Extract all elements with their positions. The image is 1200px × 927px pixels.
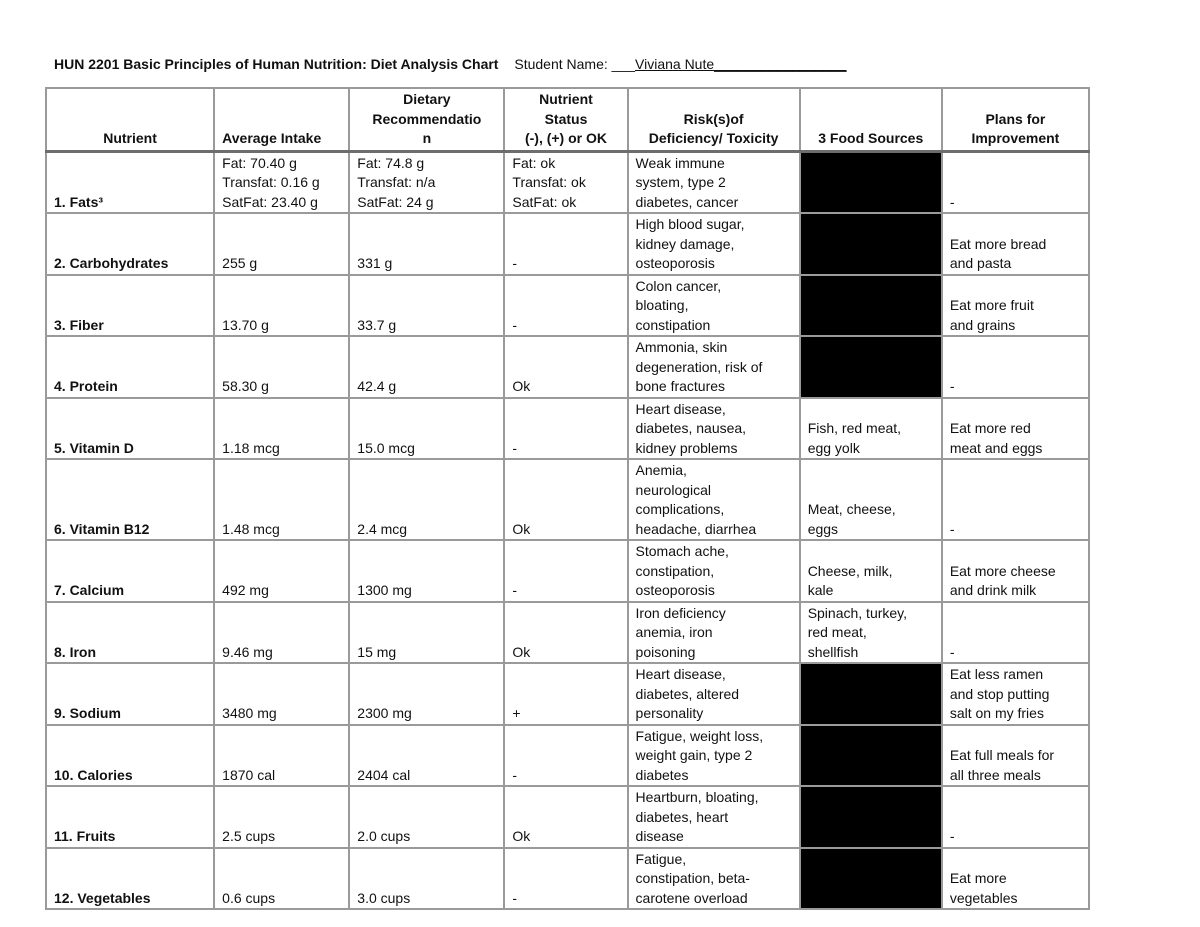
- cell-text-line: Colon cancer,: [635, 277, 722, 294]
- table-row: [46, 151, 1089, 213]
- cell-text-line: Anemia,: [635, 462, 687, 478]
- cell-text-line: headache, diarrhea: [635, 520, 757, 537]
- dietary-recommendation-cell: [349, 848, 504, 910]
- cell-text-line: Fat: 70.40 g: [222, 154, 297, 171]
- column-header-line: Recommendatio: [372, 110, 482, 127]
- plans-cell: [942, 459, 1089, 540]
- cell-text-line: -: [512, 889, 518, 906]
- risks-cell: [628, 540, 800, 602]
- cell-text-line: diabetes, altered: [635, 685, 740, 702]
- plans-cell: [942, 398, 1089, 460]
- table-row: [46, 213, 1089, 275]
- cell-text-line: +: [512, 705, 521, 721]
- table-row: [46, 459, 1089, 540]
- column-header-line: Status: [544, 110, 588, 127]
- cell-text-line: weight gain, type 2: [635, 747, 753, 763]
- column-header-plans: [942, 88, 1089, 151]
- plans-cell: [942, 275, 1089, 337]
- risks-cell: [628, 848, 800, 910]
- table-row: [46, 336, 1089, 398]
- cell-text-line: Heart disease,: [635, 666, 726, 682]
- cell-text-line: Ok: [512, 643, 531, 660]
- cell-text-line: and drink milk: [949, 582, 1037, 598]
- average-intake-cell: [214, 725, 349, 787]
- table-row: [46, 848, 1089, 910]
- cell-text-line: bone fractures: [635, 378, 726, 394]
- nutrient-status-cell: [504, 459, 627, 540]
- cell-text-line: and pasta: [949, 255, 1012, 271]
- cell-text-line: osteoporosis: [635, 582, 715, 598]
- cell-text-line: Transfat: n/a: [357, 174, 436, 190]
- redacted-food-sources-cell: [800, 663, 942, 725]
- risks-cell: [628, 602, 800, 664]
- nutrient-status-cell: [504, 151, 627, 213]
- risks-cell: [628, 213, 800, 275]
- dietary-recommendation-cell: [349, 275, 504, 337]
- cell-text-line: kidney damage,: [635, 235, 735, 252]
- cell-text-line: Eat more cheese: [949, 562, 1056, 579]
- student-name: Viviana Nute_________________: [635, 56, 847, 72]
- average-intake-cell: [214, 602, 349, 664]
- risks-cell: [628, 725, 800, 787]
- column-header-nutrient: [46, 88, 214, 151]
- column-header-line: Dietary: [403, 91, 451, 107]
- column-header-line: Nutrient: [103, 130, 157, 146]
- cell-text-line: Fish, red meat,: [807, 420, 902, 436]
- cell-text-line: Ok: [512, 520, 531, 537]
- cell-text-line: constipation: [635, 316, 711, 333]
- cell-text-line: 0.6 cups: [222, 889, 276, 906]
- cell-text-line: vegetables: [949, 889, 1018, 906]
- table-header-row: [46, 88, 1089, 151]
- cell-text-line: Ammonia, skin: [635, 339, 728, 355]
- cell-text-line: -: [512, 582, 518, 598]
- nutrient-status-cell: [504, 213, 627, 275]
- nutrient-name-cell: 12. Vegetables: [46, 848, 214, 910]
- cell-text-line: all three meals: [949, 766, 1041, 783]
- cell-text-line: 42.4 g: [357, 378, 397, 394]
- cell-text-line: Fatigue, weight loss,: [635, 727, 764, 744]
- cell-text-line: Fat: ok: [512, 154, 556, 171]
- cell-text-line: 1870 cal: [222, 766, 276, 783]
- cell-text-line: 1.18 mcg: [222, 439, 280, 456]
- cell-text-line: 33.7 g: [357, 316, 397, 333]
- cell-text-line: 492 mg: [222, 582, 269, 598]
- dietary-recommendation-cell: [349, 398, 504, 460]
- dietary-recommendation-cell: [349, 213, 504, 275]
- dietary-recommendation-cell: [349, 459, 504, 540]
- plans-cell: [942, 602, 1089, 664]
- column-header-line: Risk(s)of: [683, 110, 744, 127]
- cell-text-line: Ok: [512, 378, 531, 394]
- cell-text-line: diabetes, nausea,: [635, 420, 747, 436]
- redacted-food-sources-cell: [800, 725, 942, 787]
- column-header-average-intake: [214, 88, 349, 151]
- cell-text-line: Eat full meals for: [949, 747, 1055, 763]
- nutrient-name-cell: 6. Vitamin B12: [46, 459, 214, 540]
- cell-text-line: SatFat: ok: [512, 193, 577, 210]
- cell-text-line: Cheese, milk,: [807, 562, 893, 579]
- cell-text-line: constipation,: [635, 562, 715, 579]
- cell-text-line: High blood sugar,: [635, 216, 745, 232]
- average-intake-cell: [214, 786, 349, 848]
- plans-cell: [942, 663, 1089, 725]
- cell-text-line: 15.0 mcg: [357, 439, 415, 456]
- average-intake-cell: [214, 151, 349, 213]
- column-header-line: Nutrient: [539, 91, 593, 107]
- plans-cell: [942, 540, 1089, 602]
- nutrient-status-cell: [504, 336, 627, 398]
- cell-text-line: personality: [635, 705, 704, 721]
- cell-text-line: 2404 cal: [357, 766, 411, 783]
- risks-cell: [628, 151, 800, 213]
- cell-text-line: system, type 2: [635, 174, 726, 190]
- risks-cell: [628, 663, 800, 725]
- cell-text-line: kale: [807, 582, 834, 598]
- risks-cell: [628, 336, 800, 398]
- plans-cell: [942, 336, 1089, 398]
- column-header-dietary-recommendation: [349, 88, 504, 151]
- cell-text-line: Spinach, turkey,: [807, 604, 908, 621]
- nutrient-name-cell: 1. Fats³: [46, 151, 214, 213]
- cell-text-line: 9.46 mg: [222, 643, 273, 660]
- diet-analysis-table: [45, 87, 1090, 910]
- cell-text-line: Eat more fruit: [949, 297, 1034, 313]
- cell-text-line: 2.5 cups: [222, 828, 276, 844]
- cell-text-line: Heart disease,: [635, 400, 726, 417]
- food-sources-cell: [800, 540, 942, 602]
- cell-text-line: shellfish: [807, 643, 859, 660]
- risks-cell: [628, 786, 800, 848]
- cell-text-line: meat and eggs: [949, 439, 1043, 456]
- cell-text-line: -: [512, 316, 518, 333]
- nutrient-name-cell: 7. Calcium: [46, 540, 214, 602]
- dietary-recommendation-cell: [349, 151, 504, 213]
- cell-text-line: anemia, iron: [635, 624, 713, 640]
- nutrient-status-cell: [504, 786, 627, 848]
- nutrient-status-cell: [504, 540, 627, 602]
- table-row: [46, 786, 1089, 848]
- cell-text-line: Eat more: [949, 870, 1007, 886]
- average-intake-cell: [214, 663, 349, 725]
- cell-text-line: 2.4 mcg: [357, 520, 408, 537]
- cell-text-line: 13.70 g: [222, 316, 269, 333]
- cell-text-line: Eat more red: [949, 420, 1031, 436]
- cell-text-line: SatFat: 23.40 g: [222, 193, 318, 210]
- student-name-label: Student Name: ___: [514, 56, 636, 72]
- cell-text-line: neurological: [635, 481, 712, 498]
- cell-text-line: Meat, cheese,: [807, 501, 896, 517]
- cell-text-line: -: [949, 378, 955, 394]
- cell-text-line: -: [512, 766, 518, 783]
- cell-text-line: Transfat: 0.16 g: [222, 174, 320, 190]
- nutrient-name-cell: 3. Fiber: [46, 275, 214, 337]
- redacted-food-sources-cell: [800, 151, 942, 213]
- food-sources-cell: [800, 602, 942, 664]
- nutrient-status-cell: [504, 275, 627, 337]
- risks-cell: [628, 459, 800, 540]
- column-header-nutrient-status: [504, 88, 627, 151]
- cell-text-line: kidney problems: [635, 439, 738, 456]
- redacted-food-sources-cell: [800, 786, 942, 848]
- average-intake-cell: [214, 398, 349, 460]
- food-sources-cell: [800, 398, 942, 460]
- cell-text-line: 1300 mg: [357, 582, 412, 598]
- column-header-line: n: [422, 130, 432, 146]
- cell-text-line: disease: [635, 828, 684, 844]
- nutrient-status-cell: [504, 848, 627, 910]
- average-intake-cell: [214, 213, 349, 275]
- cell-text-line: red meat,: [807, 624, 867, 640]
- course-title: HUN 2201 Basic Principles of Human Nutrition: Diet Analysis Chart: [54, 56, 499, 72]
- average-intake-cell: [214, 540, 349, 602]
- nutrient-status-cell: [504, 725, 627, 787]
- cell-text-line: Eat more bread: [949, 235, 1047, 252]
- cell-text-line: -: [949, 520, 955, 537]
- nutrient-name-cell: 9. Sodium: [46, 663, 214, 725]
- cell-text-line: -: [512, 255, 518, 271]
- column-header-risks: [628, 88, 800, 151]
- cell-text-line: carotene overload: [635, 889, 748, 906]
- nutrient-name-cell: 8. Iron: [46, 602, 214, 664]
- nutrient-status-cell: [504, 663, 627, 725]
- table-row: [46, 398, 1089, 460]
- plans-cell: [942, 848, 1089, 910]
- column-header-line: Deficiency/ Toxicity: [648, 130, 779, 146]
- cell-text-line: constipation, beta-: [635, 870, 750, 886]
- cell-text-line: 2.0 cups: [357, 828, 411, 844]
- table-row: [46, 663, 1089, 725]
- plans-cell: [942, 786, 1089, 848]
- column-header-line: Improvement: [971, 130, 1060, 146]
- table-row: [46, 275, 1089, 337]
- nutrient-name-cell: 4. Protein: [46, 336, 214, 398]
- cell-text-line: complications,: [635, 501, 725, 517]
- column-header-line: 3 Food Sources: [818, 130, 924, 146]
- cell-text-line: Fatigue,: [635, 850, 687, 867]
- nutrient-status-cell: [504, 602, 627, 664]
- average-intake-cell: [214, 275, 349, 337]
- cell-text-line: 1.48 mcg: [222, 520, 280, 537]
- cell-text-line: and stop putting: [949, 685, 1050, 702]
- cell-text-line: 15 mg: [357, 643, 397, 660]
- cell-text-line: Stomach ache,: [635, 543, 729, 559]
- cell-text-line: Transfat: ok: [512, 174, 586, 190]
- dietary-recommendation-cell: [349, 786, 504, 848]
- dietary-recommendation-cell: [349, 540, 504, 602]
- cell-text-line: Heartburn, bloating,: [635, 789, 759, 805]
- cell-text-line: -: [949, 193, 955, 210]
- column-header-line: Plans for: [985, 110, 1046, 127]
- cell-text-line: Weak immune: [635, 154, 725, 171]
- risks-cell: [628, 275, 800, 337]
- cell-text-line: 255 g: [222, 255, 258, 271]
- table-row: [46, 725, 1089, 787]
- nutrient-name-cell: 11. Fruits: [46, 786, 214, 848]
- redacted-food-sources-cell: [800, 275, 942, 337]
- risks-cell: [628, 398, 800, 460]
- table-row: [46, 602, 1089, 664]
- cell-text-line: Iron deficiency: [635, 604, 726, 621]
- nutrient-name-cell: 2. Carbohydrates: [46, 213, 214, 275]
- cell-text-line: 58.30 g: [222, 378, 269, 394]
- redacted-food-sources-cell: [800, 213, 942, 275]
- cell-text-line: 3.0 cups: [357, 889, 411, 906]
- table-row: [46, 540, 1089, 602]
- cell-text-line: degeneration, risk of: [635, 358, 763, 375]
- cell-text-line: 331 g: [357, 255, 393, 271]
- average-intake-cell: [214, 336, 349, 398]
- cell-text-line: Fat: 74.8 g: [357, 154, 425, 171]
- average-intake-cell: [214, 848, 349, 910]
- cell-text-line: SatFat: 24 g: [357, 193, 434, 210]
- cell-text-line: -: [949, 643, 955, 660]
- cell-text-line: -: [949, 828, 955, 844]
- cell-text-line: diabetes: [635, 766, 689, 783]
- column-header-food-sources: [800, 88, 942, 151]
- dietary-recommendation-cell: [349, 663, 504, 725]
- document-title: [54, 56, 847, 72]
- plans-cell: [942, 213, 1089, 275]
- nutrient-name-cell: 5. Vitamin D: [46, 398, 214, 460]
- cell-text-line: salt on my fries: [949, 705, 1044, 721]
- average-intake-cell: [214, 459, 349, 540]
- cell-text-line: eggs: [807, 520, 839, 537]
- plans-cell: [942, 151, 1089, 213]
- cell-text-line: and grains: [949, 316, 1016, 333]
- cell-text-line: diabetes, cancer: [635, 193, 739, 210]
- dietary-recommendation-cell: [349, 602, 504, 664]
- cell-text-line: egg yolk: [807, 439, 860, 456]
- cell-text-line: Ok: [512, 828, 531, 844]
- redacted-food-sources-cell: [800, 336, 942, 398]
- cell-text-line: bloating,: [635, 297, 689, 313]
- cell-text-line: diabetes, heart: [635, 808, 729, 825]
- column-header-line: (-), (+) or OK: [524, 130, 607, 146]
- redacted-food-sources-cell: [800, 848, 942, 910]
- cell-text-line: -: [512, 439, 518, 456]
- column-header-line: Average Intake: [222, 130, 322, 146]
- plans-cell: [942, 725, 1089, 787]
- dietary-recommendation-cell: [349, 725, 504, 787]
- dietary-recommendation-cell: [349, 336, 504, 398]
- nutrient-status-cell: [504, 398, 627, 460]
- cell-text-line: osteoporosis: [635, 255, 715, 271]
- cell-text-line: 2300 mg: [357, 705, 412, 721]
- nutrient-name-cell: 10. Calories: [46, 725, 214, 787]
- cell-text-line: Eat less ramen: [949, 666, 1044, 682]
- cell-text-line: poisoning: [635, 643, 696, 660]
- food-sources-cell: [800, 459, 942, 540]
- cell-text-line: 3480 mg: [222, 705, 277, 721]
